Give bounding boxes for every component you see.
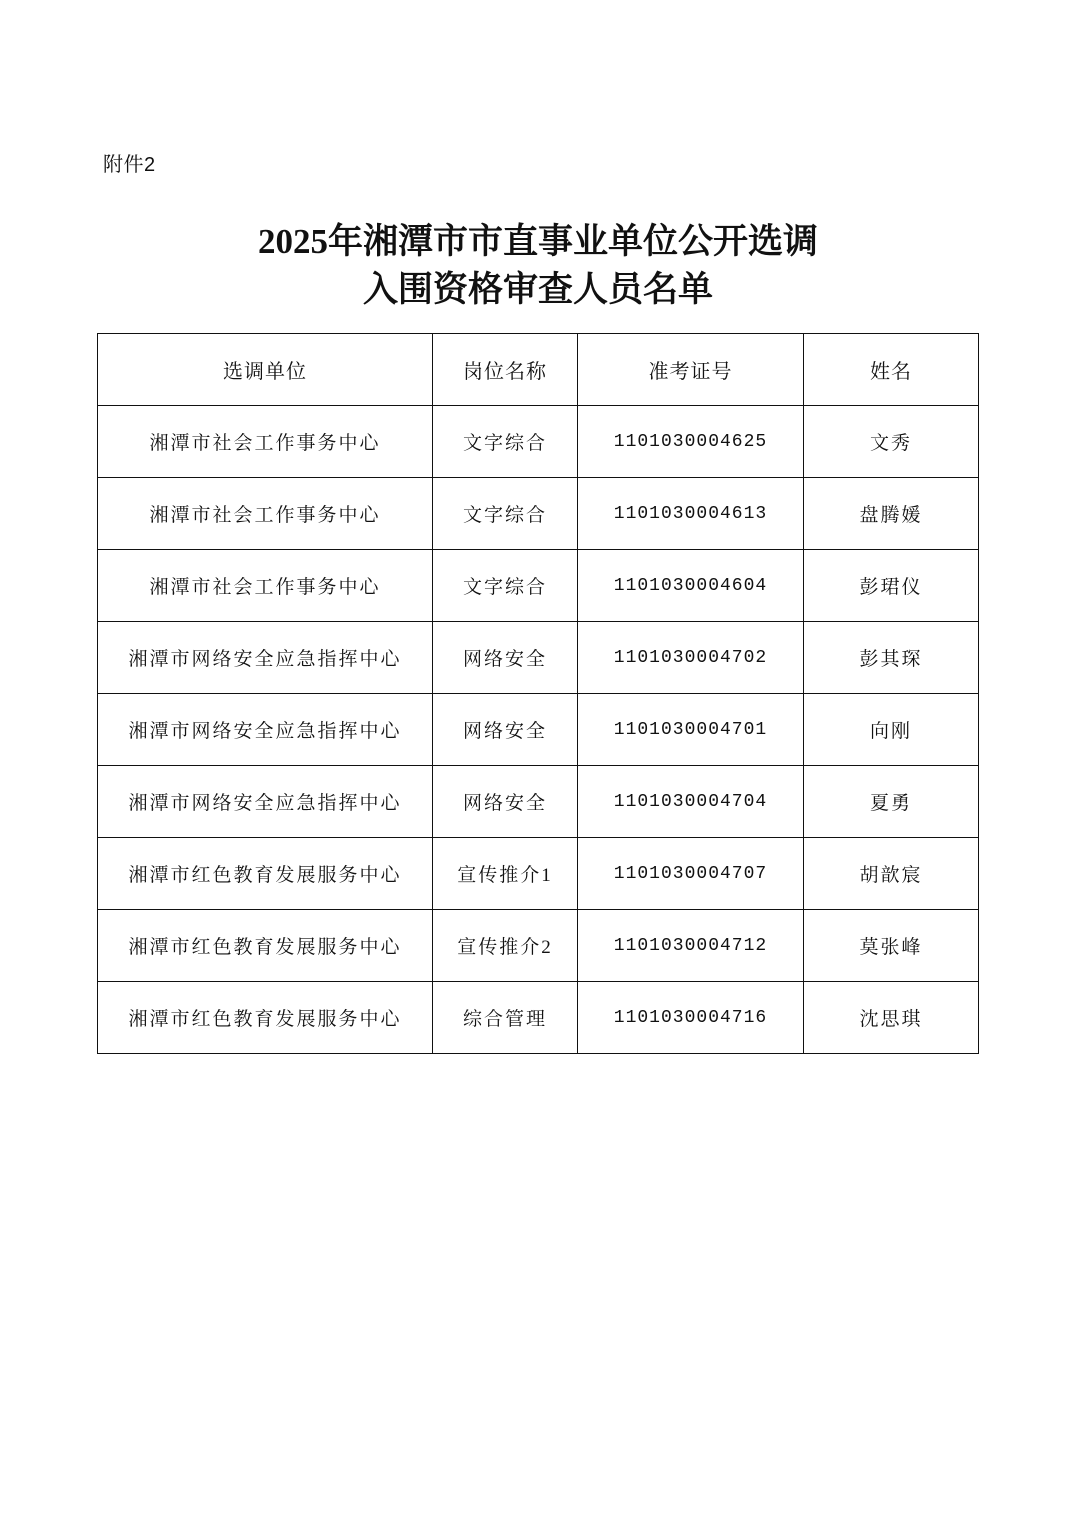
table-header — [98, 334, 979, 406]
document-title-line-1: 2025年湘潭市市直事业单位公开选调 — [257, 222, 818, 261]
cell-position: 宣传推介2 — [433, 910, 578, 982]
cell-name: 沈思琪 — [804, 982, 979, 1054]
cell-exam-number: 1101030004716 — [578, 982, 804, 1054]
cell-unit: 湘潭市网络安全应急指挥中心 — [98, 622, 433, 694]
cell-unit: 湘潭市社会工作事务中心 — [98, 406, 433, 478]
cell-unit: 湘潭市红色教育发展服务中心 — [98, 838, 433, 910]
cell-exam-number: 1101030004704 — [578, 766, 804, 838]
candidate-roster-table — [97, 333, 979, 1054]
column-header-name: 姓名 — [804, 334, 979, 406]
cell-position: 网络安全 — [433, 622, 578, 694]
column-header-exam-number: 准考证号 — [578, 334, 804, 406]
cell-position: 网络安全 — [433, 694, 578, 766]
cell-exam-number: 1101030004604 — [578, 550, 804, 622]
cell-name: 胡歆宸 — [804, 838, 979, 910]
cell-unit: 湘潭市红色教育发展服务中心 — [98, 982, 433, 1054]
cell-position: 文字综合 — [433, 478, 578, 550]
column-header-unit: 选调单位 — [98, 334, 433, 406]
table-row — [98, 478, 979, 550]
cell-unit: 湘潭市网络安全应急指挥中心 — [98, 694, 433, 766]
cell-unit: 湘潭市网络安全应急指挥中心 — [98, 766, 433, 838]
table-row — [98, 550, 979, 622]
table-row — [98, 406, 979, 478]
cell-unit: 湘潭市红色教育发展服务中心 — [98, 910, 433, 982]
cell-exam-number: 1101030004707 — [578, 838, 804, 910]
cell-name: 文秀 — [804, 406, 979, 478]
cell-exam-number: 1101030004701 — [578, 694, 804, 766]
cell-position: 文字综合 — [433, 550, 578, 622]
cell-exam-number: 1101030004613 — [578, 478, 804, 550]
cell-name: 彭珺仪 — [804, 550, 979, 622]
cell-position: 文字综合 — [433, 406, 578, 478]
cell-name: 盘腾媛 — [804, 478, 979, 550]
cell-name: 莫张峰 — [804, 910, 979, 982]
table-body — [98, 406, 979, 1054]
cell-exam-number: 1101030004625 — [578, 406, 804, 478]
attachment-label: 附件2 — [103, 154, 156, 176]
cell-unit: 湘潭市社会工作事务中心 — [98, 550, 433, 622]
cell-position: 综合管理 — [433, 982, 578, 1054]
cell-position: 宣传推介1 — [433, 838, 578, 910]
cell-exam-number: 1101030004702 — [578, 622, 804, 694]
table-row — [98, 622, 979, 694]
cell-name: 彭其琛 — [804, 622, 979, 694]
cell-name: 向刚 — [804, 694, 979, 766]
cell-name: 夏勇 — [804, 766, 979, 838]
cell-unit: 湘潭市社会工作事务中心 — [98, 478, 433, 550]
document-title — [0, 218, 1076, 314]
table-row — [98, 910, 979, 982]
document-title-line-2: 入围资格审查人员名单 — [362, 270, 713, 309]
cell-position: 网络安全 — [433, 766, 578, 838]
table-row — [98, 838, 979, 910]
table-row — [98, 766, 979, 838]
column-header-position: 岗位名称 — [433, 334, 578, 406]
table-row — [98, 694, 979, 766]
table-row — [98, 982, 979, 1054]
cell-exam-number: 1101030004712 — [578, 910, 804, 982]
table-header-row — [98, 334, 979, 406]
